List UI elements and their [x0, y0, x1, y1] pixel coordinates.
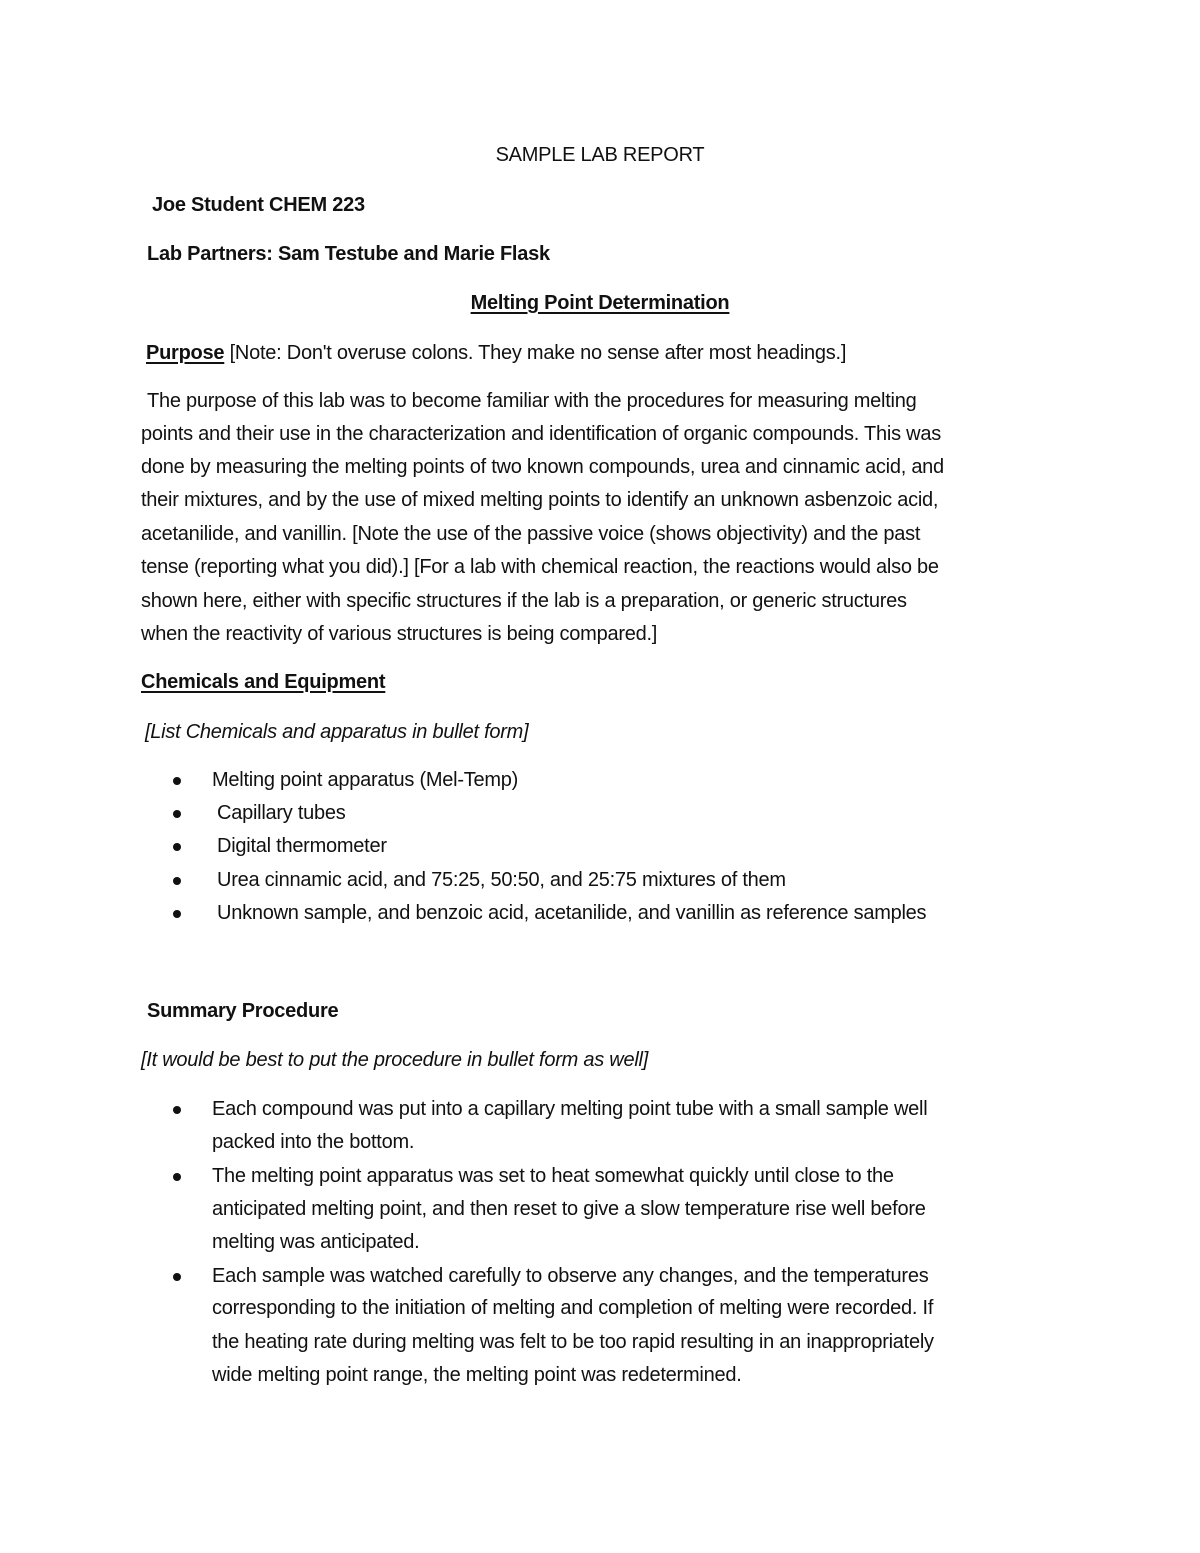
purpose-heading: Purpose — [146, 342, 225, 364]
list-item-text: Capillary tubes — [217, 802, 346, 824]
purpose-line: done by measuring the melting points of two known compounds, urea and cinnamic acid, and — [141, 456, 944, 478]
list-item-text: melting was anticipated. — [212, 1231, 420, 1253]
report-title: SAMPLE LAB REPORT — [495, 144, 705, 166]
list-item-text: anticipated melting point, and then reset to give a slow temperature rise well before — [212, 1198, 926, 1220]
bullet-icon — [173, 910, 181, 918]
bullet-icon — [173, 843, 181, 851]
list-item-text: Digital thermometer — [217, 835, 387, 857]
bullet-icon — [173, 877, 181, 885]
list-item-text: wide melting point range, the melting point was redetermined. — [212, 1364, 742, 1386]
purpose-line: acetanilide, and vanillin. [Note the use of the passive voice (shows objectivity) and the past — [141, 523, 921, 545]
list-item-text: corresponding to the initiation of melting and completion of melting were recorded. If — [212, 1297, 934, 1319]
list-item-text: Each compound was put into a capillary melting point tube with a small sample well — [212, 1098, 928, 1120]
purpose-line: when the reactivity of various structures is being compared.] — [141, 623, 658, 645]
purpose-line: shown here, either with specific structures if the lab is a preparation, or generic structures — [141, 590, 907, 612]
purpose-line: tense (reporting what you did).] [For a lab with chemical reaction, the reactions would also be — [141, 556, 939, 578]
experiment-title: Melting Point Determination — [470, 292, 730, 314]
bullet-icon — [173, 1273, 181, 1281]
purpose-note: [Note: Don't overuse colons. They make no sense after most headings.] — [229, 342, 847, 364]
bullet-icon — [173, 1106, 181, 1114]
list-item-text: Urea cinnamic acid, and 75:25, 50:50, and 25:75 mixtures of them — [217, 869, 786, 891]
purpose-line: The purpose of this lab was to become familiar with the procedures for measuring melting — [147, 390, 917, 412]
list-item-text: The melting point apparatus was set to heat somewhat quickly until close to the — [212, 1165, 894, 1187]
chemicals-note: [List Chemicals and apparatus in bullet form] — [145, 721, 529, 743]
bullet-icon — [173, 810, 181, 818]
purpose-line: points and their use in the characterization and identification of organic compounds. This was — [141, 423, 941, 445]
partners-line: Lab Partners: Sam Testube and Marie Flask — [147, 243, 550, 265]
list-item-text: packed into the bottom. — [212, 1131, 415, 1153]
procedure-note: [It would be best to put the procedure in bullet form as well] — [141, 1049, 649, 1071]
bullet-icon — [173, 777, 181, 785]
list-item-text: Melting point apparatus (Mel-Temp) — [212, 769, 519, 791]
purpose-heading-line — [141, 337, 846, 370]
list-item-text: Each sample was watched carefully to observe any changes, and the temperatures — [212, 1265, 929, 1287]
bullet-icon — [173, 1173, 181, 1181]
author-line: Joe Student CHEM 223 — [152, 194, 365, 216]
chemicals-heading: Chemicals and Equipment — [141, 671, 386, 693]
list-item-text: the heating rate during melting was felt to be too rapid resulting in an inappropriately — [212, 1331, 934, 1353]
purpose-line: their mixtures, and by the use of mixed melting points to identify an unknown asbenzoic acid, — [141, 489, 939, 511]
list-item-text: Unknown sample, and benzoic acid, acetanilide, and vanillin as reference samples — [217, 902, 927, 924]
procedure-heading: Summary Procedure — [147, 1000, 339, 1022]
